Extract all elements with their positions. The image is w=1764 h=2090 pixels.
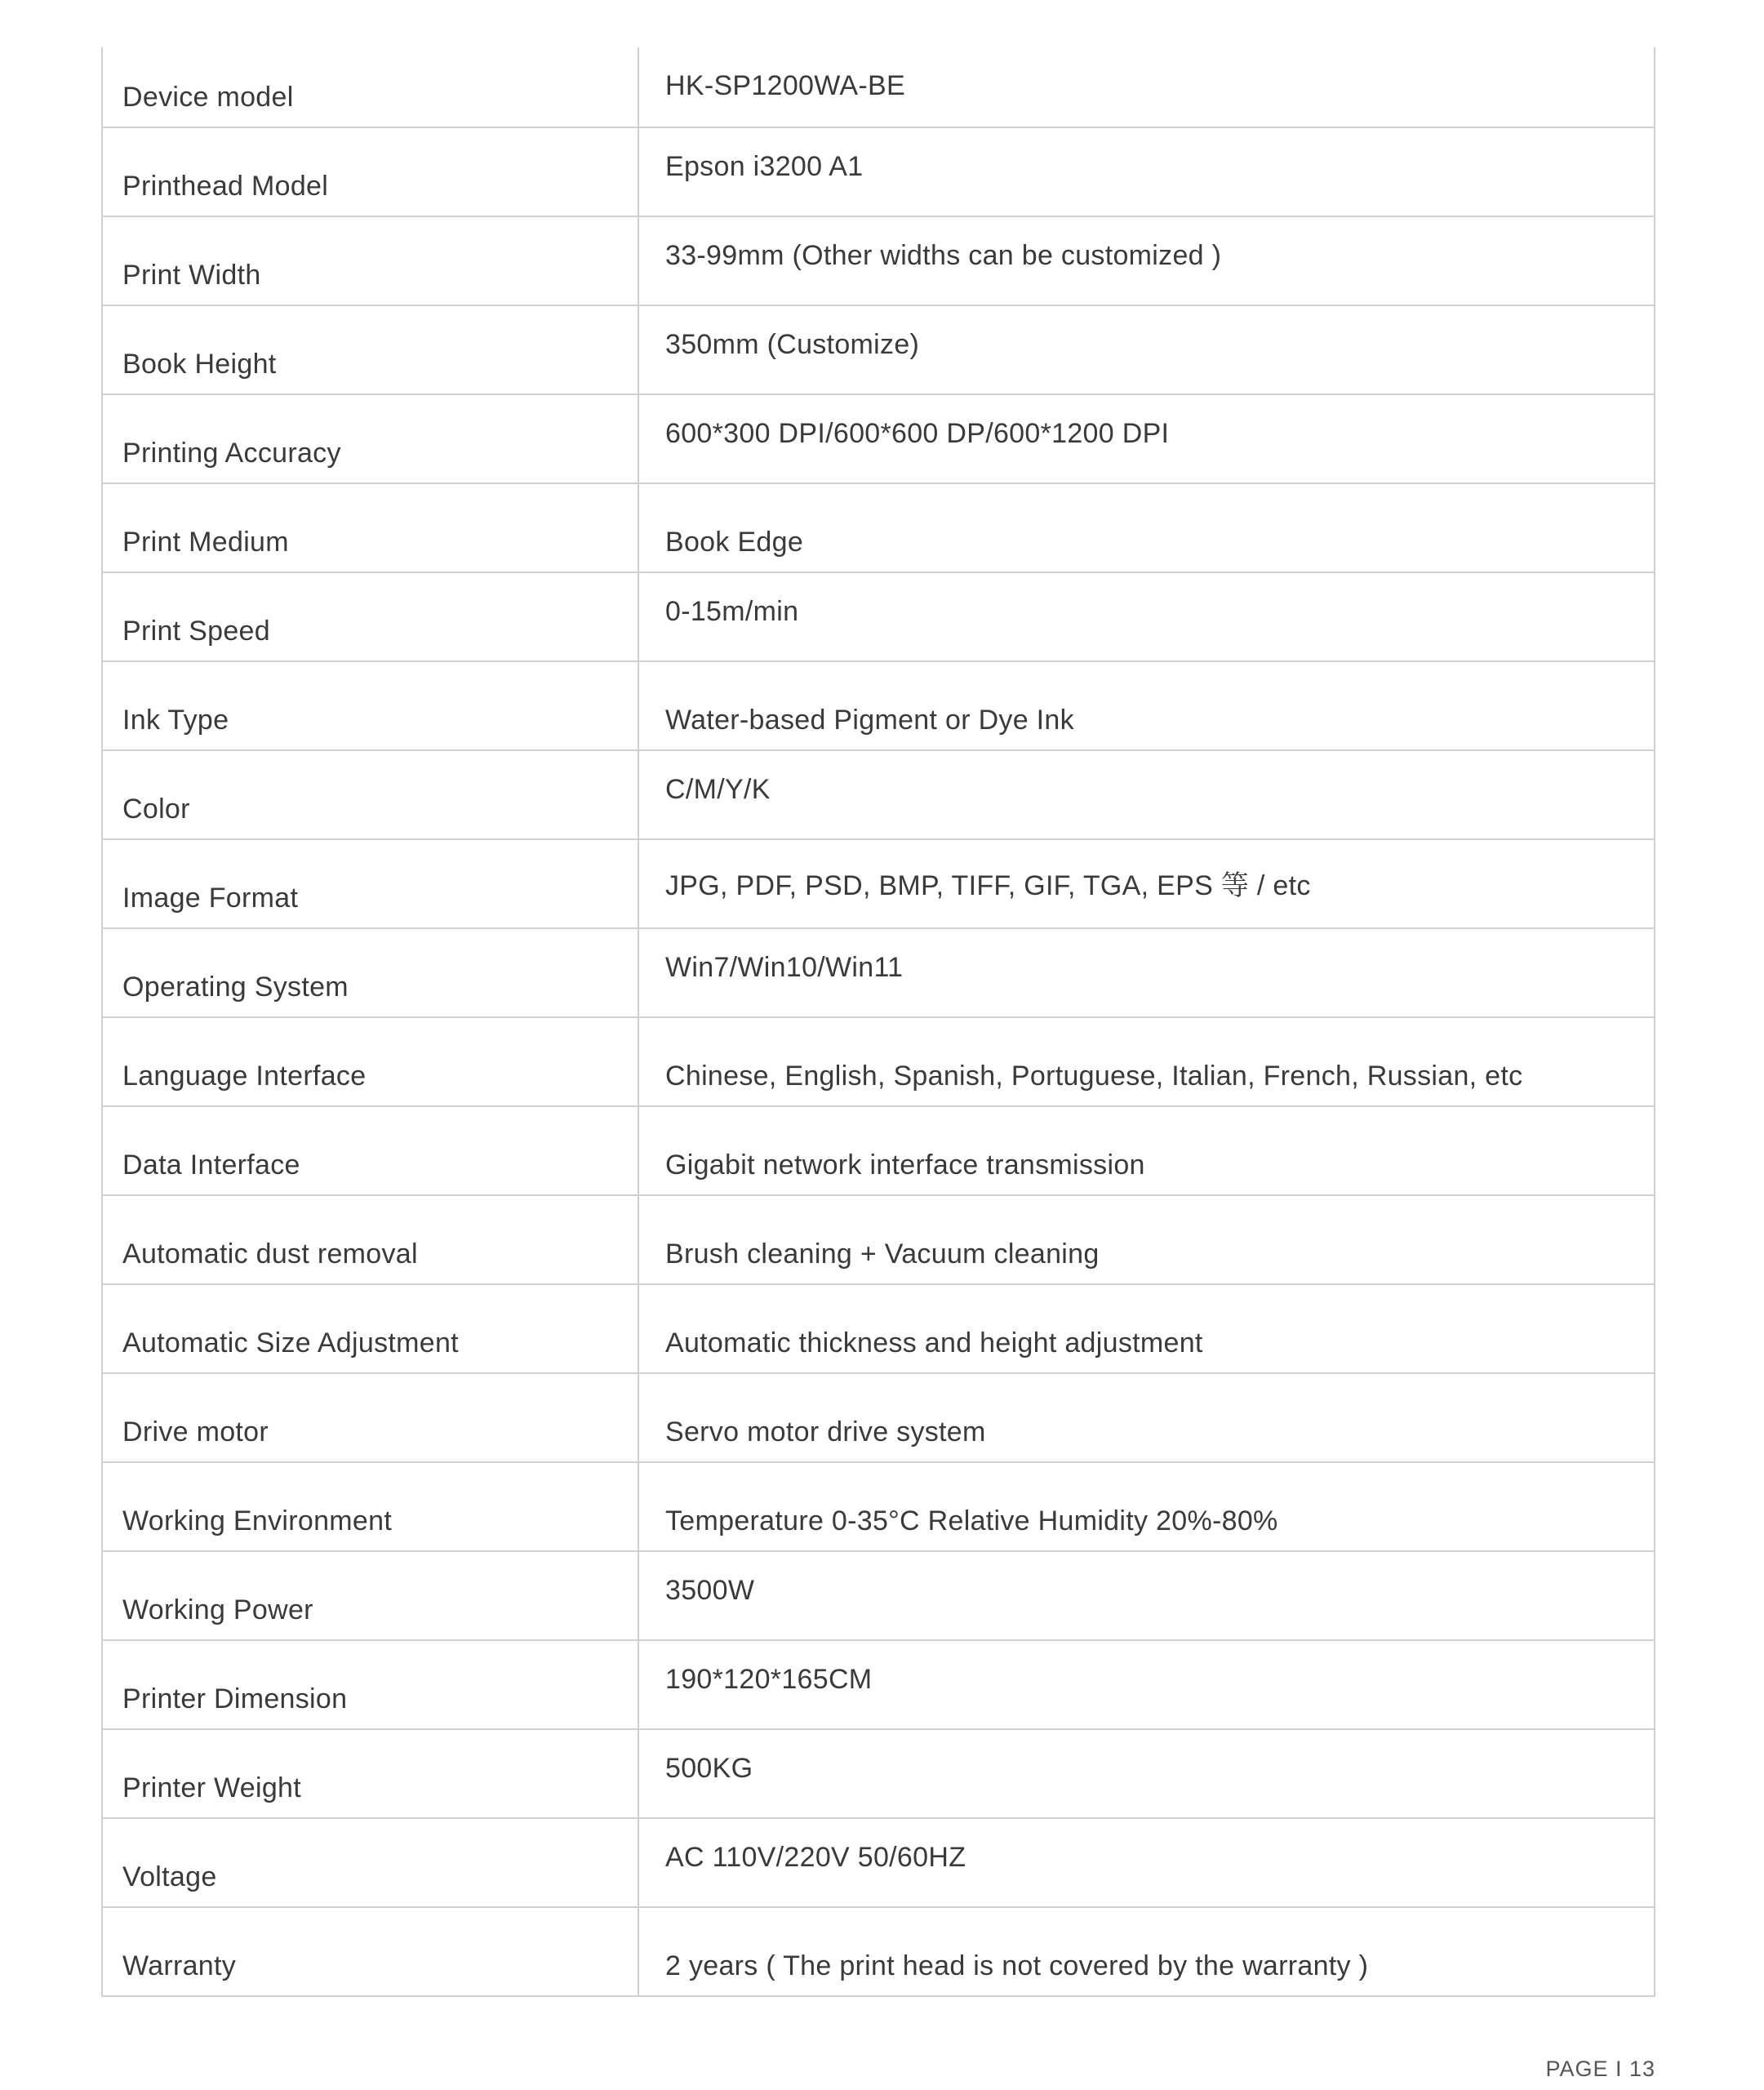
spec-value: HK-SP1200WA-BE (665, 70, 905, 101)
spec-row-printhead-model (103, 128, 1654, 217)
spec-table (101, 47, 1655, 1997)
spec-row-print-speed (103, 573, 1654, 662)
spec-label: Printer Weight (103, 1730, 639, 1817)
spec-row-printing-accuracy (103, 395, 1654, 484)
spec-label: Print Medium (103, 484, 639, 571)
spec-value: Water-based Pigment or Dye Ink (665, 705, 1074, 736)
spec-label: Voltage (103, 1819, 639, 1906)
spec-value: 2 years ( The print head is not covered by the warranty ) (665, 1950, 1369, 1981)
spec-label: Drive motor (103, 1374, 639, 1461)
spec-label: Printer Dimension (103, 1641, 639, 1728)
spec-row-voltage (103, 1819, 1654, 1908)
spec-row-image-format (103, 840, 1654, 929)
spec-value: 500KG (665, 1753, 753, 1784)
spec-value: AC 110V/220V 50/60HZ (665, 1842, 966, 1873)
spec-row-automatic-dust-removal (103, 1196, 1654, 1285)
spec-value: 3500W (665, 1575, 755, 1606)
spec-row-operating-system (103, 929, 1654, 1018)
spec-value: Win7/Win10/Win11 (665, 952, 904, 983)
spec-row-data-interface (103, 1107, 1654, 1196)
spec-label: Image Format (103, 840, 639, 927)
spec-value: Book Edge (665, 527, 804, 558)
spec-value: 350mm (Customize) (665, 329, 920, 360)
spec-label: Color (103, 751, 639, 838)
spec-label: Printhead Model (103, 128, 639, 216)
spec-label: Ink Type (103, 662, 639, 749)
spec-label: Warranty (103, 1908, 639, 1995)
spec-label: Print Speed (103, 573, 639, 660)
spec-row-printer-dimension (103, 1641, 1654, 1730)
spec-value: Automatic thickness and height adjustment (665, 1327, 1203, 1358)
spec-row-book-height (103, 306, 1654, 395)
spec-label: Book Height (103, 306, 639, 394)
spec-row-language-interface (103, 1018, 1654, 1107)
spec-value: JPG, PDF, PSD, BMP, TIFF, GIF, TGA, EPS 等 / etc (665, 870, 1311, 901)
spec-row-color (103, 751, 1654, 840)
spec-row-print-medium (103, 484, 1654, 573)
spec-value: Epson i3200 A1 (665, 151, 864, 182)
spec-value: C/M/Y/K (665, 774, 771, 805)
spec-label: Automatic Size Adjustment (103, 1285, 639, 1372)
spec-value: Temperature 0-35°C Relative Humidity 20%-80% (665, 1505, 1278, 1536)
page-number: PAGE I 13 (1545, 2057, 1655, 2081)
spec-value: Gigabit network interface transmission (665, 1150, 1145, 1181)
spec-label: Print Width (103, 217, 639, 305)
spec-row-warranty (103, 1908, 1654, 1997)
spec-row-print-width (103, 217, 1654, 306)
spec-row-working-power (103, 1552, 1654, 1641)
spec-label: Data Interface (103, 1107, 639, 1194)
spec-value: Servo motor drive system (665, 1416, 986, 1447)
spec-row-device-model (103, 47, 1654, 128)
spec-label: Operating System (103, 929, 639, 1016)
spec-row-ink-type (103, 662, 1654, 751)
spec-value: Brush cleaning + Vacuum cleaning (665, 1238, 1100, 1270)
spec-value: 600*300 DPI/600*600 DP/600*1200 DPI (665, 418, 1170, 449)
spec-label: Working Environment (103, 1463, 639, 1550)
spec-row-automatic-size-adjustment (103, 1285, 1654, 1374)
spec-label: Device model (103, 47, 639, 127)
spec-value: 33-99mm (Other widths can be customized ) (665, 240, 1222, 271)
spec-value: Chinese, English, Spanish, Portuguese, Italian, French, Russian, etc (665, 1061, 1523, 1092)
spec-value: 190*120*165CM (665, 1664, 873, 1695)
spec-row-working-environment (103, 1463, 1654, 1552)
spec-row-drive-motor (103, 1374, 1654, 1463)
spec-row-printer-weight (103, 1730, 1654, 1819)
spec-label: Automatic dust removal (103, 1196, 639, 1283)
spec-label: Language Interface (103, 1018, 639, 1105)
spec-label: Working Power (103, 1552, 639, 1639)
spec-value: 0-15m/min (665, 596, 799, 627)
spec-label: Printing Accuracy (103, 395, 639, 482)
